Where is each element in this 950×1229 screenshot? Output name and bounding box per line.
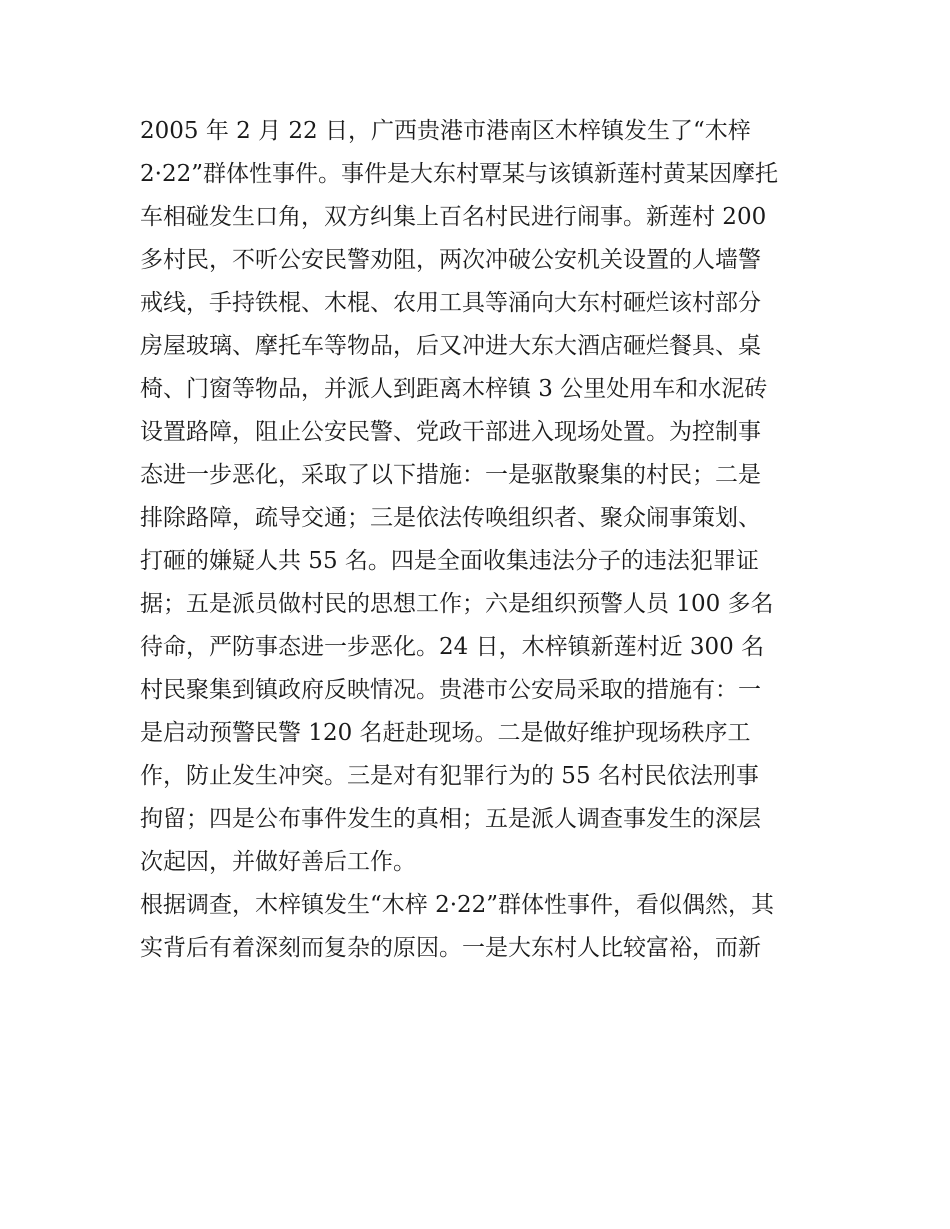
paragraph-2 (140, 884, 820, 970)
text-line: 椅、门窗等物品，并派人到距离木梓镇 3 公里处用车和水泥砖 (140, 376, 768, 402)
text-line: 排除路障，疏导交通；三是依法传唤组织者、聚众闹事策划、 (140, 505, 761, 531)
text-line: 拘留；四是公布事件发生的真相；五是派人调查事发生的深层 (140, 806, 761, 832)
text-line: 2005 年 2 月 22 日，广西贵港市港南区木梓镇发生了“木梓 (140, 118, 751, 144)
text-line: 村民聚集到镇政府反映情况。贵港市公安局采取的措施有：一 (140, 677, 761, 703)
text-line: 作，防止发生冲突。三是对有犯罪行为的 55 名村民依法刑事 (140, 763, 759, 789)
text-line: 是启动预警民警 120 名赶赴现场。二是做好维护现场秩序工 (140, 720, 751, 746)
text-line: 设置路障，阻止公安民警、党政干部进入现场处置。为控制事 (140, 419, 761, 445)
text-line: 根据调查，木梓镇发生“木梓 2·22”群体性事件，看似偶然，其 (140, 892, 775, 918)
text-line: 车相碰发生口角，双方纠集上百名村民进行闹事。新莲村 200 (140, 204, 767, 230)
document-body (140, 110, 820, 970)
text-line: 多村民，不听公安民警劝阻，两次冲破公安机关设置的人墙警 (140, 247, 761, 273)
text-line: 待命，严防事态进一步恶化。24 日，木梓镇新莲村近 300 名 (140, 634, 765, 660)
text-line: 实背后有着深刻而复杂的原因。一是大东村人比较富裕，而新 (140, 935, 761, 961)
text-line: 房屋玻璃、摩托车等物品，后又冲进大东大酒店砸烂餐具、桌 (140, 333, 761, 359)
text-line: 2·22”群体性事件。事件是大东村覃某与该镇新莲村黄某因摩托 (140, 161, 778, 187)
text-line: 态进一步恶化，采取了以下措施：一是驱散聚集的村民；二是 (140, 462, 761, 488)
text-line: 戒线，手持铁棍、木棍、农用工具等涌向大东村砸烂该村部分 (140, 290, 761, 316)
paragraph-1 (140, 110, 820, 884)
text-line: 次起因，并做好善后工作。 (140, 849, 416, 875)
text-line: 据；五是派员做村民的思想工作；六是组织预警人员 100 多名 (140, 591, 774, 617)
text-line: 打砸的嫌疑人共 55 名。四是全面收集违法分子的违法犯罪证 (140, 548, 759, 574)
